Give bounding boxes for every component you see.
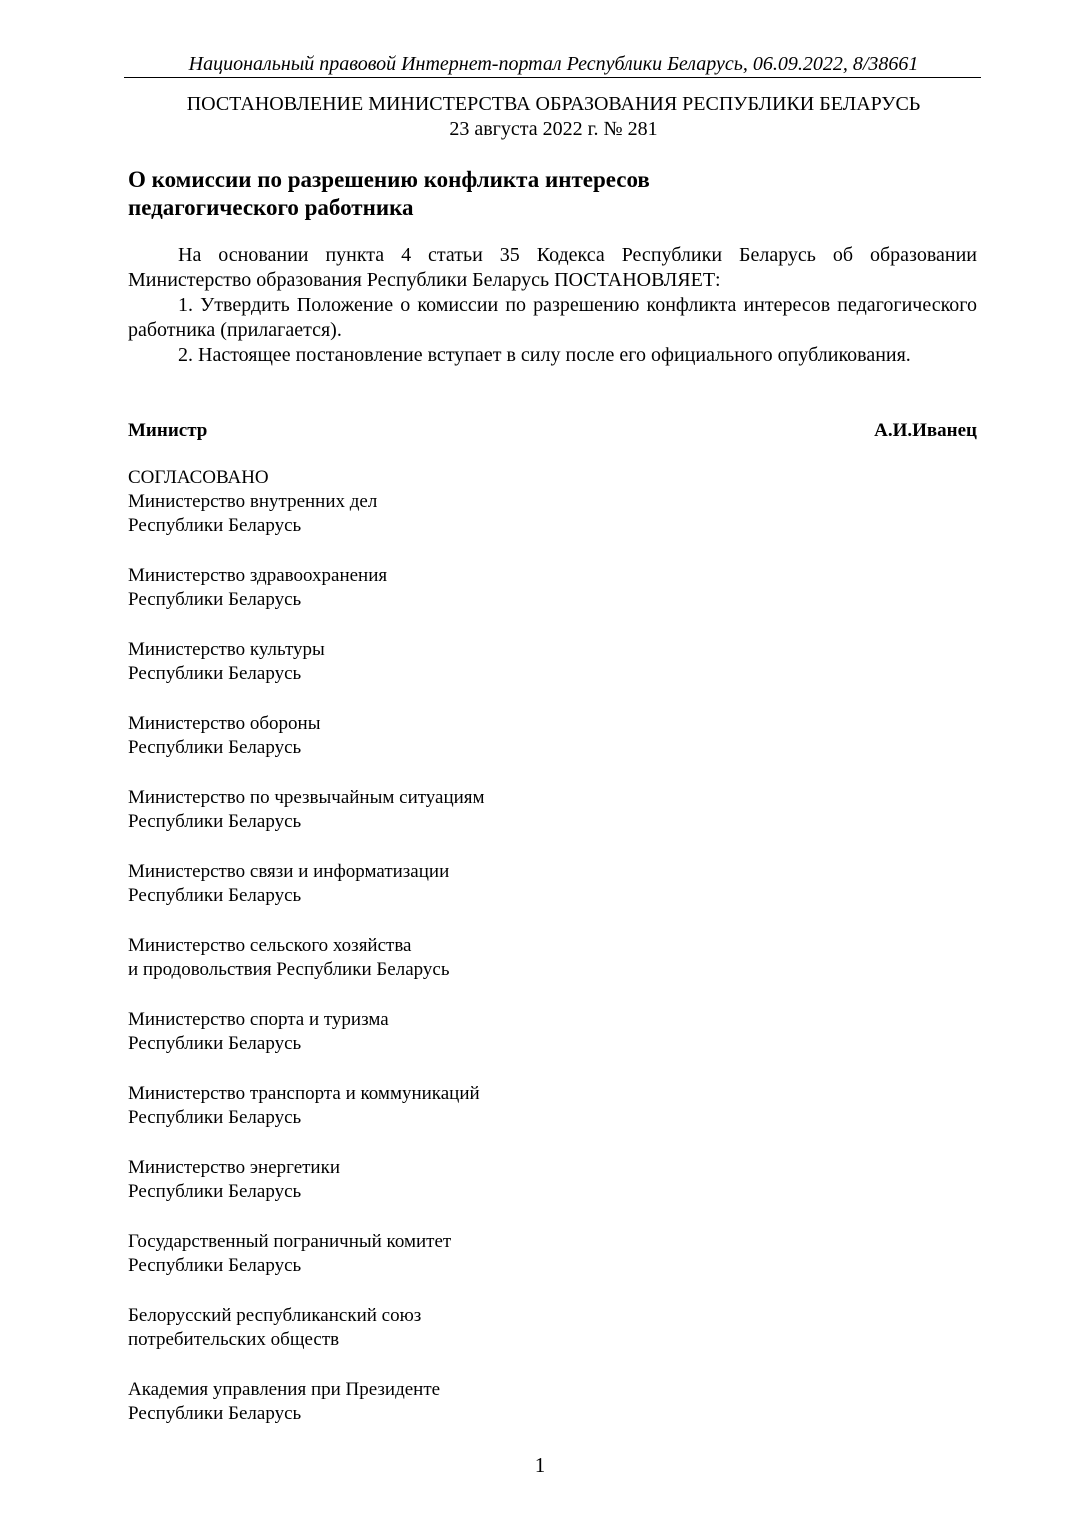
document-date: 23 августа 2022 г. № 281 <box>449 118 658 140</box>
organization-line-1: Академия управления при Президенте <box>128 1379 441 1400</box>
document-title <box>128 166 979 222</box>
organization-line-1: Министерство транспорта и коммуникаций <box>128 1083 480 1104</box>
organization-line-2: Республики Беларусь <box>128 589 302 610</box>
organization-line-2: Республики Беларусь <box>128 811 302 832</box>
organization-entry <box>128 1008 828 1056</box>
approval-organizations <box>128 490 828 1452</box>
organization-line-1: Министерство обороны <box>128 713 321 734</box>
document-type: ПОСТАНОВЛЕНИЕ МИНИСТЕРСТВА ОБРАЗОВАНИЯ РЕСПУБЛИКИ БЕЛАРУСЬ <box>186 93 921 115</box>
signature-block <box>128 418 977 444</box>
organization-entry <box>128 564 828 612</box>
organization-entry <box>128 860 828 908</box>
organization-entry <box>128 1378 828 1426</box>
organization-line-2: Республики Беларусь <box>128 1107 302 1128</box>
organization-line-1: Министерство культуры <box>128 639 325 660</box>
title-line-2: педагогического работника <box>128 195 414 220</box>
page-number: 1 <box>534 1453 546 1477</box>
organization-line-2: потребительских обществ <box>128 1329 340 1350</box>
organization-line-2: Республики Беларусь <box>128 515 302 536</box>
organization-line-1: Министерство здравоохранения <box>128 565 388 586</box>
organization-entry <box>128 712 828 760</box>
organization-entry <box>128 1082 828 1130</box>
item-2-text: 2. Настоящее постановление вступает в силу после его официального опубликования. <box>178 344 911 366</box>
signatory-position: Министр <box>128 420 208 441</box>
organization-line-1: Министерство по чрезвычайным ситуациям <box>128 787 485 808</box>
organization-line-1: Министерство сельского хозяйства <box>128 935 412 956</box>
organization-entry <box>128 1156 828 1204</box>
organization-line-2: Республики Беларусь <box>128 1181 302 1202</box>
organization-entry <box>128 934 828 982</box>
item-1-text: 1. Утвердить Положение о комиссии по разрешению конфликта интересов педагогического работника (прилагается). <box>128 294 977 341</box>
approval-heading: СОГЛАСОВАНО <box>128 467 269 488</box>
organization-entry <box>128 1230 828 1278</box>
organization-line-2: Республики Беларусь <box>128 1255 302 1276</box>
item-1-paragraph <box>128 293 977 343</box>
organization-line-1: Министерство спорта и туризма <box>128 1009 389 1030</box>
header-divider <box>124 77 981 78</box>
preamble-text: На основании пункта 4 статьи 35 Кодекса Республики Беларусь об образовании Министерство образования Республики Беларусь ПОСТАНОВЛЯЕТ: <box>128 244 977 291</box>
signatory-name: А.И.Иванец <box>874 420 977 441</box>
organization-entry <box>128 490 828 538</box>
organization-entry <box>128 638 828 686</box>
organization-line-1: Государственный пограничный комитет <box>128 1231 452 1252</box>
organization-line-2: Республики Беларусь <box>128 663 302 684</box>
organization-line-2: Республики Беларусь <box>128 1033 302 1054</box>
organization-line-2: Республики Беларусь <box>128 1403 302 1424</box>
organization-entry <box>128 786 828 834</box>
portal-header: Национальный правовой Интернет-портал Республики Беларусь, 06.09.2022, 8/38661 <box>188 53 919 75</box>
organization-line-2: и продовольствия Республики Беларусь <box>128 959 450 980</box>
item-2-paragraph <box>128 343 977 368</box>
organization-line-1: Министерство связи и информатизации <box>128 861 450 882</box>
organization-line-1: Белорусский республиканский союз <box>128 1305 422 1326</box>
title-line-1: О комиссии по разрешению конфликта интересов <box>128 167 650 192</box>
organization-line-1: Министерство энергетики <box>128 1157 340 1178</box>
organization-line-2: Республики Беларусь <box>128 885 302 906</box>
organization-line-2: Республики Беларусь <box>128 737 302 758</box>
organization-entry <box>128 1304 828 1352</box>
preamble-paragraph <box>128 243 977 293</box>
organization-line-1: Министерство внутренних дел <box>128 491 378 512</box>
